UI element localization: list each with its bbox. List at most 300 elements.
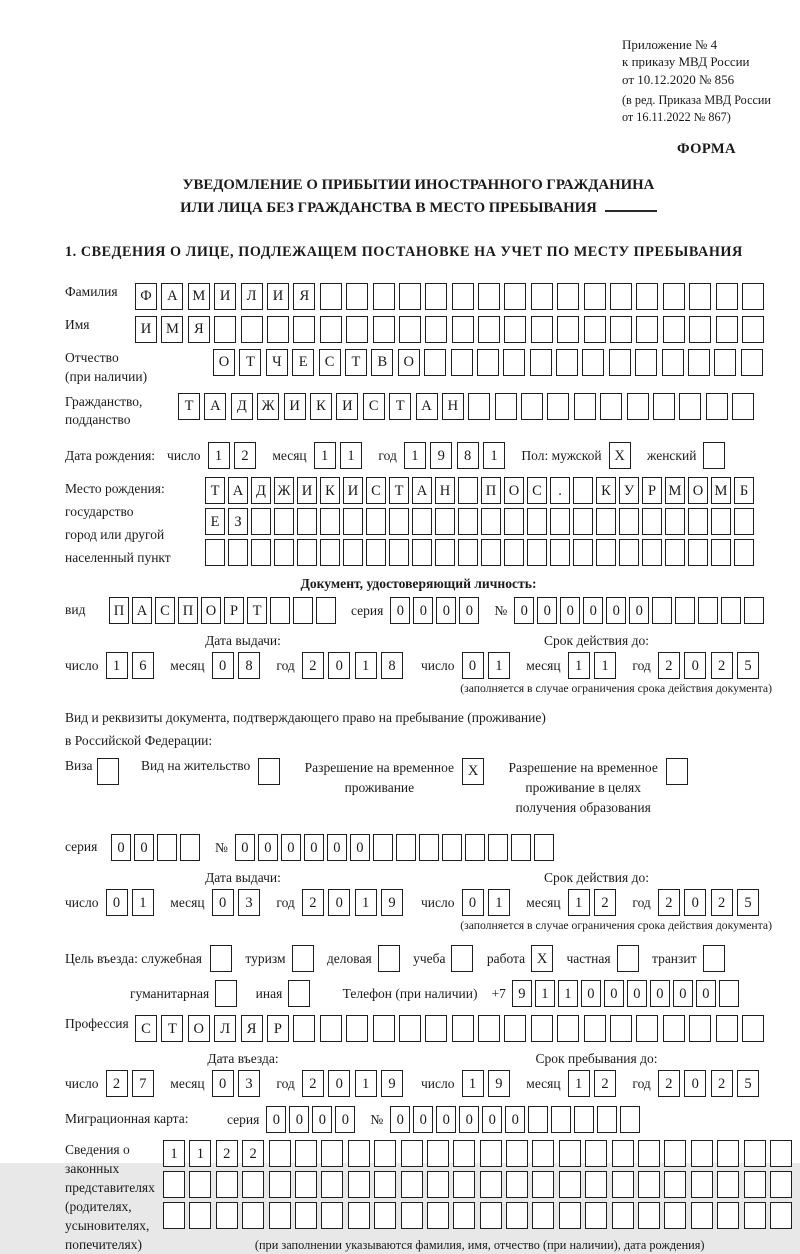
form-cell	[664, 1202, 686, 1229]
form-cell: 7	[132, 1070, 154, 1097]
surname-cells	[135, 283, 768, 310]
purpose-item-label: транзит	[652, 950, 697, 966]
form-cell	[665, 508, 685, 535]
form-cell	[374, 1202, 396, 1229]
form-cell	[663, 283, 685, 310]
form-cell: 6	[132, 652, 154, 679]
representatives-label-line: (родителях,	[65, 1199, 132, 1215]
label-year: год	[632, 657, 651, 673]
label-day: число	[421, 657, 455, 673]
stay-series-label: серия	[65, 839, 98, 855]
profession-label: Профессия	[65, 1016, 129, 1032]
form-cell	[180, 834, 200, 861]
form-cell	[274, 539, 294, 566]
form-cell	[534, 834, 554, 861]
form-cell	[506, 1140, 528, 1167]
form-cell: 0	[335, 1106, 355, 1133]
form-cell: 9	[381, 889, 403, 916]
form-cell	[531, 316, 553, 343]
form-cell	[399, 1015, 421, 1042]
month-cells	[568, 1070, 621, 1097]
form-cell	[691, 1202, 713, 1229]
form-cell	[401, 1202, 423, 1229]
migration-number-label: №	[370, 1111, 384, 1127]
form-cell: 9	[430, 442, 452, 469]
option-visa	[65, 758, 123, 785]
form-cell	[527, 508, 547, 535]
form-cell: 0	[650, 980, 670, 1007]
form-cell	[719, 980, 739, 1007]
form-cell: О	[398, 349, 420, 376]
option-line: Разрешение на временное	[508, 759, 658, 775]
valid-until-col	[421, 870, 772, 916]
form-cell	[214, 316, 236, 343]
form-cell	[241, 316, 263, 343]
form-cell	[424, 349, 446, 376]
entry-date-col	[65, 1051, 421, 1097]
representatives-row	[65, 1140, 772, 1254]
form-cell	[269, 1171, 291, 1198]
issue-date-fields	[65, 889, 421, 916]
surname-row	[65, 283, 772, 310]
form-cell	[550, 539, 570, 566]
form-cell: 0	[560, 597, 580, 624]
form-cell	[343, 539, 363, 566]
form-cell: А	[132, 597, 152, 624]
form-cell	[320, 283, 342, 310]
form-cell	[573, 477, 593, 504]
patronymic-cells	[213, 349, 767, 376]
form-cell	[504, 508, 524, 535]
form-cell: 5	[737, 652, 759, 679]
form-cell	[373, 1015, 395, 1042]
form-cell	[574, 1106, 594, 1133]
form-cell	[373, 316, 395, 343]
form-cell	[744, 597, 764, 624]
issue-date-col	[65, 870, 421, 916]
form-cell: П	[481, 477, 501, 504]
form-cell	[504, 539, 524, 566]
issue-date-header: Дата выдачи:	[205, 870, 281, 886]
form-cell	[412, 508, 432, 535]
form-cell: Л	[241, 283, 263, 310]
profession-cells	[135, 1015, 768, 1042]
form-cell	[465, 834, 485, 861]
form-cell	[348, 1140, 370, 1167]
form-cell	[389, 539, 409, 566]
form-cell	[665, 539, 685, 566]
form-cell: А	[412, 477, 432, 504]
form-cell	[597, 1106, 617, 1133]
label-year: год	[632, 1075, 651, 1091]
birthplace-label-line: Место рождения:	[65, 481, 165, 497]
form-cell: 1	[404, 442, 426, 469]
form-cell: Т	[345, 349, 367, 376]
form-cell	[452, 1015, 474, 1042]
migration-card-label: Миграционная карта:	[65, 1111, 189, 1127]
option-visa-label: Виза	[65, 757, 93, 773]
form-cell: К	[596, 477, 616, 504]
option-line: получения образования	[515, 800, 651, 816]
form-cell	[480, 1140, 502, 1167]
form-cell	[321, 1140, 343, 1167]
given-name-row	[65, 316, 772, 343]
representatives-cells-row2	[163, 1171, 796, 1198]
form-cell	[638, 1171, 660, 1198]
form-cell: 0	[304, 834, 324, 861]
form-cell: Т	[178, 393, 200, 420]
form-cell	[636, 1015, 658, 1042]
page-title	[65, 174, 772, 220]
form-cell: С	[363, 393, 385, 420]
form-cell	[163, 1202, 185, 1229]
form-cell: Е	[292, 349, 314, 376]
form-cell	[717, 1171, 739, 1198]
form-cell: О	[213, 349, 235, 376]
form-cell	[716, 1015, 738, 1042]
form-cell	[419, 834, 439, 861]
form-cell: 0	[413, 1106, 433, 1133]
form-cell	[267, 316, 289, 343]
profession-row	[65, 1015, 772, 1042]
form-cell: 2	[594, 889, 616, 916]
citizenship-cells	[178, 393, 759, 420]
year-cells	[658, 1070, 764, 1097]
stay-doc-series-row	[65, 834, 772, 861]
valid-until-header: Срок действия до:	[544, 870, 649, 886]
purpose-item-transit	[652, 945, 729, 972]
form-cell	[274, 508, 294, 535]
form-cell	[521, 393, 543, 420]
patronymic-label	[65, 349, 213, 387]
form-cell	[642, 508, 662, 535]
label-day: число	[65, 657, 99, 673]
form-cell: 0	[436, 597, 456, 624]
stay-doc-line2: в Российской Федерации:	[65, 732, 213, 748]
form-cell: 3	[238, 889, 260, 916]
form-cell	[585, 1140, 607, 1167]
form-cell: 2	[242, 1140, 264, 1167]
birthplace-row	[65, 477, 772, 570]
form-cell	[425, 1015, 447, 1042]
form-cell	[612, 1140, 634, 1167]
form-cell	[636, 283, 658, 310]
form-cell	[689, 283, 711, 310]
form-cell: 0	[627, 980, 647, 1007]
form-cell	[527, 539, 547, 566]
form-cell	[717, 1202, 739, 1229]
form-cell: З	[228, 508, 248, 535]
form-cell	[396, 834, 416, 861]
form-cell: Я	[293, 283, 315, 310]
form-cell: Е	[205, 508, 225, 535]
option-temp-residence	[305, 758, 489, 799]
form-cell	[373, 834, 393, 861]
form-cell: В	[371, 349, 393, 376]
form-cell	[481, 539, 501, 566]
representatives-caption: (при заполнении указываются фамилия, имя, отчество (при наличии), дата рождения)	[254, 1238, 705, 1253]
valid-until-header: Срок действия до:	[544, 633, 649, 649]
form-cell	[528, 1106, 548, 1133]
form-cell: 0	[350, 834, 370, 861]
checkbox-residence-permit	[258, 758, 280, 785]
form-cell	[582, 349, 604, 376]
form-cell	[732, 393, 754, 420]
form-cell: 0	[212, 652, 234, 679]
checkbox-purpose-tourism	[292, 945, 314, 972]
month-cells	[212, 652, 265, 679]
form-cell: 3	[238, 1070, 260, 1097]
form-cell	[688, 508, 708, 535]
option-temp-residence-education	[508, 758, 692, 819]
form-cell	[744, 1140, 766, 1167]
form-cell	[585, 1171, 607, 1198]
form-cell: О	[188, 1015, 210, 1042]
form-cell: 2	[658, 652, 680, 679]
form-cell	[664, 1171, 686, 1198]
form-cell: И	[343, 477, 363, 504]
annex-line: от 10.12.2020 № 856	[622, 71, 735, 87]
form-cell: 0	[581, 980, 601, 1007]
form-cell: 1	[568, 1070, 590, 1097]
doc-series-cells	[390, 597, 482, 624]
given-name-label: Имя	[65, 316, 90, 332]
form-cell: 0	[514, 597, 534, 624]
day-cells	[106, 1070, 159, 1097]
title-line2	[65, 197, 772, 220]
option-temp-residence-education-label	[508, 758, 657, 819]
form-cell	[663, 1015, 685, 1042]
form-cell	[453, 1202, 475, 1229]
label-month: месяц	[526, 1075, 561, 1091]
form-cell	[573, 539, 593, 566]
stay-doc-options	[65, 758, 772, 819]
form-cell	[721, 597, 741, 624]
representatives-label	[65, 1140, 155, 1254]
form-cell: 1	[340, 442, 362, 469]
form-cell	[636, 316, 658, 343]
phone-label: Телефон (при наличии)	[342, 985, 478, 1001]
year-cells	[658, 889, 764, 916]
form-cell	[242, 1202, 264, 1229]
day-cells	[462, 652, 515, 679]
option-residence-permit-label: Вид на жительство	[140, 757, 251, 773]
purpose-row2	[130, 980, 772, 1007]
option-line: проживание в целях	[525, 779, 641, 795]
form-cell: К	[320, 477, 340, 504]
form-cell	[346, 283, 368, 310]
form-cell: 0	[604, 980, 624, 1007]
form-cell	[741, 349, 763, 376]
form-cell	[504, 1015, 526, 1042]
form-cell	[458, 477, 478, 504]
entry-dates	[65, 1051, 772, 1097]
form-cell: П	[109, 597, 129, 624]
form-cell: 1	[558, 980, 578, 1007]
label-day: число	[65, 894, 99, 910]
form-cell: А	[228, 477, 248, 504]
form-cell	[427, 1171, 449, 1198]
form-cell	[679, 393, 701, 420]
year-cells	[302, 1070, 408, 1097]
form-cell: 1	[462, 1070, 484, 1097]
form-cell	[293, 316, 315, 343]
form-cell: 1	[163, 1140, 185, 1167]
checkbox-purpose-study	[451, 945, 473, 972]
form-cell: М	[665, 477, 685, 504]
annex-amendment-line: от 16.11.2022 № 867)	[622, 109, 731, 124]
form-cell	[627, 393, 649, 420]
form-cell: 1	[355, 652, 377, 679]
stay-number-label: №	[215, 839, 228, 855]
birthplace-cells-row3	[205, 539, 757, 566]
form-cell	[551, 1106, 571, 1133]
purpose-item-tourism	[245, 945, 318, 972]
representatives-label-line: попечителях)	[65, 1237, 142, 1253]
stay-number-cells	[235, 834, 557, 861]
form-cell	[452, 283, 474, 310]
form-cell	[477, 349, 499, 376]
form-cell	[638, 1140, 660, 1167]
valid-until-col	[421, 633, 772, 679]
form-cell	[689, 1015, 711, 1042]
form-cell: 0	[235, 834, 255, 861]
month-cells	[212, 889, 265, 916]
form-cell	[427, 1202, 449, 1229]
form-cell: .	[550, 477, 570, 504]
representatives-label-line: представителях	[65, 1180, 155, 1196]
birthplace-cells-row1	[205, 477, 757, 504]
form-word: ФОРМА	[676, 140, 736, 157]
issue-date-col	[65, 633, 421, 679]
form-cell	[316, 597, 336, 624]
form-cell	[346, 316, 368, 343]
form-cell	[189, 1171, 211, 1198]
form-cell	[320, 539, 340, 566]
form-cell: 0	[212, 889, 234, 916]
form-cell	[251, 508, 271, 535]
form-cell	[216, 1202, 238, 1229]
form-cell	[559, 1140, 581, 1167]
form-cell: 0	[390, 1106, 410, 1133]
form-cell	[399, 283, 421, 310]
day-cells	[106, 652, 159, 679]
form-cell	[619, 539, 639, 566]
form-cell	[504, 283, 526, 310]
citizenship-label	[65, 393, 178, 431]
form-cell	[216, 1171, 238, 1198]
month-cells	[212, 1070, 265, 1097]
doc-series-label: серия	[351, 602, 384, 618]
form-cell	[458, 539, 478, 566]
checkbox-purpose-private	[617, 945, 639, 972]
form-cell: А	[416, 393, 438, 420]
form-cell	[770, 1140, 792, 1167]
form-cell	[557, 283, 579, 310]
form-cell	[742, 283, 764, 310]
title-blank-underline	[605, 199, 657, 212]
form-cell	[157, 834, 177, 861]
form-cell: 9	[488, 1070, 510, 1097]
label-month: месяц	[170, 657, 205, 673]
form-cell: 2	[658, 889, 680, 916]
form-cell: 8	[238, 652, 260, 679]
form-cell	[556, 349, 578, 376]
form-cell: С	[366, 477, 386, 504]
form-cell	[532, 1171, 554, 1198]
form-cell: 2	[711, 1070, 733, 1097]
birth-date-row	[65, 442, 772, 469]
form-cell	[688, 349, 710, 376]
form-cell: 0	[281, 834, 301, 861]
form-cell: Р	[224, 597, 244, 624]
form-cell: Д	[251, 477, 271, 504]
label-month: месяц	[526, 894, 561, 910]
form-cell: Т	[239, 349, 261, 376]
stay-doc-dates	[65, 870, 772, 916]
form-cell: 0	[462, 889, 484, 916]
form-cell	[468, 393, 490, 420]
form-cell	[596, 508, 616, 535]
form-cell: 9	[512, 980, 532, 1007]
purpose-other-label: иная	[255, 985, 283, 1001]
validity-caption: (заполняется в случае ограничения срока действия документа)	[460, 919, 772, 933]
purpose-item-label: туризм	[245, 950, 286, 966]
form-cell: Т	[161, 1015, 183, 1042]
form-cell: Д	[231, 393, 253, 420]
entry-date-fields	[65, 1070, 421, 1097]
checkbox-temp-residence-education	[666, 758, 688, 785]
form-cell	[716, 316, 738, 343]
birth-date-label: Дата рождения:	[65, 447, 156, 463]
form-cell: 2	[234, 442, 256, 469]
stay-doc-line1: Вид и реквизиты документа, подтверждающего право на пребывание (проживание)	[65, 710, 546, 726]
form-cell: Л	[214, 1015, 236, 1042]
form-cell: 2	[711, 652, 733, 679]
birth-month-cells	[314, 442, 367, 469]
form-cell	[652, 597, 672, 624]
form-cell: 0	[684, 652, 706, 679]
form-cell: С	[527, 477, 547, 504]
form-cell: 1	[314, 442, 336, 469]
form-cell: 0	[111, 834, 131, 861]
form-cell	[716, 283, 738, 310]
form-cell	[488, 834, 508, 861]
form-cell	[610, 1015, 632, 1042]
form-cell	[295, 1202, 317, 1229]
form-cell	[531, 1015, 553, 1042]
form-cell: С	[155, 597, 175, 624]
form-cell	[435, 539, 455, 566]
form-cell: М	[188, 283, 210, 310]
birthplace-label-line: государство	[65, 504, 134, 520]
form-cell	[689, 316, 711, 343]
section1-heading: 1. СВЕДЕНИЯ О ЛИЦЕ, ПОДЛЕЖАЩЕМ ПОСТАНОВКЕ НА УЧЕТ ПО МЕСТУ ПРЕБЫВАНИЯ	[65, 243, 743, 260]
form-cell	[531, 283, 553, 310]
form-cell: 0	[106, 889, 128, 916]
form-cell: 2	[711, 889, 733, 916]
form-cell: 0	[212, 1070, 234, 1097]
label-year: год	[276, 1075, 295, 1091]
form-cell	[638, 1202, 660, 1229]
representatives-cells-row3	[163, 1202, 796, 1229]
form-cell: К	[310, 393, 332, 420]
checkbox-purpose-other	[288, 980, 310, 1007]
form-cell	[706, 393, 728, 420]
form-cell: 0	[436, 1106, 456, 1133]
form-cell	[163, 1171, 185, 1198]
form-cell	[770, 1202, 792, 1229]
